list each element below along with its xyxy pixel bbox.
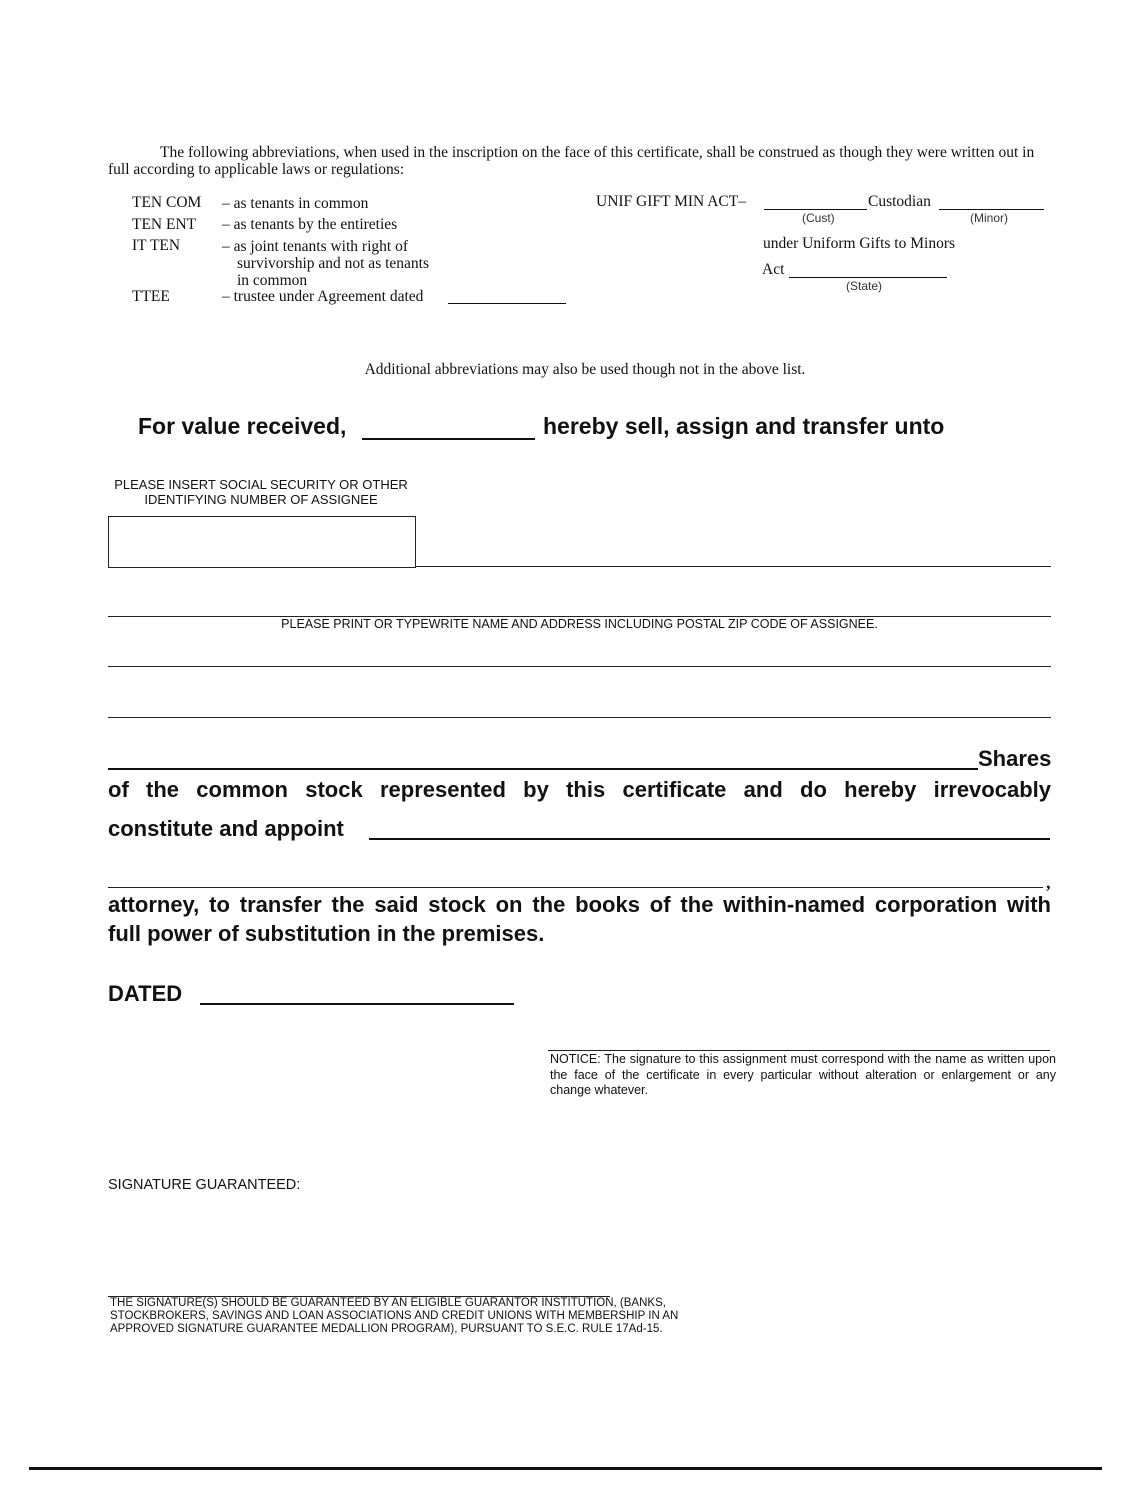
assignee-line-4[interactable] xyxy=(108,717,1051,718)
transfer-suffix: hereby sell, assign and transfer unto xyxy=(543,413,945,439)
abbr-code-ten-com: TEN COM xyxy=(132,194,202,211)
abbr-meaning-it-ten-line2: survivorship and not as tenants xyxy=(237,255,430,272)
abbr-meaning-it-ten-line1: – as joint tenants with right of xyxy=(222,238,408,255)
assignee-line-1[interactable] xyxy=(415,566,1051,567)
dated-field[interactable] xyxy=(200,1003,514,1005)
appoint-label: constitute and appoint xyxy=(108,816,344,841)
abbr-meaning-it-ten-line3: in common xyxy=(237,272,308,289)
assignee-caption: PLEASE PRINT OR TYPEWRITE NAME AND ADDRESS INCLUDING POSTAL ZIP CODE OF ASSIGNEE. xyxy=(281,617,878,631)
state-field[interactable] xyxy=(789,263,947,278)
abbr-meaning-ttee: – trustee under Agreement dated xyxy=(222,288,424,305)
shares-label: Shares xyxy=(978,746,1052,771)
ssn-input-box[interactable] xyxy=(108,516,416,568)
attorney-name-field[interactable] xyxy=(369,838,1050,840)
page-bottom-rule xyxy=(29,1467,1102,1470)
uniform-gifts-text: under Uniform Gifts to Minors xyxy=(763,235,956,252)
abbr-code-it-ten: IT TEN xyxy=(132,237,181,254)
guarantee-text-line2: STOCKBROKERS, SAVINGS AND LOAN ASSOCIATIONS AND CREDIT UNIONS WITH MEMBERSHIP IN AN xyxy=(110,1310,679,1322)
attorney-text-line1: attorney, to transfer the said stock on the books of the within-named corporation with xyxy=(108,892,1051,917)
attorney-text-line2: full power of substitution in the premises. xyxy=(108,921,545,946)
intro-paragraph: The following abbreviations, when used in the inscription on the face of this certificate, shall be construed as though they were written out in full according to applicable laws or regulations: xyxy=(108,144,1035,178)
dated-label: DATED xyxy=(108,981,183,1006)
transferor-name-field[interactable] xyxy=(362,419,535,440)
common-stock-text: of the common stock represented by this certificate and do hereby irrevocably xyxy=(108,777,1051,802)
minor-name-field[interactable] xyxy=(939,195,1044,210)
abbr-meaning-ten-ent: – as tenants by the entireties xyxy=(222,216,398,233)
act-word: Act xyxy=(762,261,785,278)
guarantee-text-line3: APPROVED SIGNATURE GUARANTEE MEDALLION PROGRAM), PURSUANT TO S.E.C. RULE 17Ad-15. xyxy=(110,1323,663,1335)
abbr-code-ten-ent: TEN ENT xyxy=(132,216,197,233)
assignee-line-3[interactable] xyxy=(108,666,1051,667)
transfer-prefix: For value received, xyxy=(138,413,347,439)
gift-act-label: UNIF GIFT MIN ACT– xyxy=(596,193,746,210)
attorney-comma: , xyxy=(1046,872,1051,892)
abbr-code-ttee: TTEE xyxy=(132,288,170,305)
shares-count-field[interactable] xyxy=(108,768,978,770)
ssn-label-line2: IDENTIFYING NUMBER OF ASSIGNEE xyxy=(144,492,378,507)
state-caption: (State) xyxy=(846,279,883,293)
cust-caption: (Cust) xyxy=(802,211,835,225)
custodian-label: Custodian xyxy=(868,193,931,210)
ttee-date-field[interactable] xyxy=(448,289,566,304)
signature-notice: NOTICE: The signature to this assignment must correspond with the name as written upon the face of the certificate in every particular without alteration or enlargement or any change whatever. xyxy=(550,1052,1056,1097)
signature-line[interactable] xyxy=(548,1050,1050,1051)
abbr-meaning-ten-com: – as tenants in common xyxy=(222,195,369,212)
minor-caption: (Minor) xyxy=(970,211,1008,225)
additional-abbreviations-note: Additional abbreviations may also be used though not in the above list. xyxy=(364,361,806,378)
custodian-name-field[interactable] xyxy=(764,195,867,210)
ssn-label-line1: PLEASE INSERT SOCIAL SECURITY OR OTHER xyxy=(114,477,408,492)
attorney-line-2[interactable] xyxy=(108,887,1043,888)
signature-guaranteed-label: SIGNATURE GUARANTEED: xyxy=(108,1177,301,1193)
guarantee-text-line1: THE SIGNATURE(S) SHOULD BE GUARANTEED BY AN ELIGIBLE GUARANTOR INSTITUTION, (BANKS, xyxy=(110,1297,666,1309)
